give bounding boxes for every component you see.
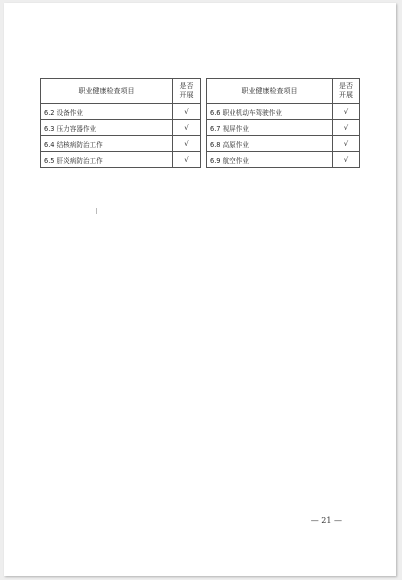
checkmark: √	[173, 120, 201, 136]
checkmark: √	[333, 104, 360, 120]
row-item: 6.5 肝炎病防治工作	[41, 152, 173, 168]
row-item: 6.6 职业机动车驾驶作业	[207, 104, 333, 120]
header-flag	[173, 79, 201, 104]
table-row	[41, 120, 201, 136]
row-item: 6.9 航空作业	[207, 152, 333, 168]
header-item: 职业健康检查项目	[207, 79, 333, 104]
exam-table-right	[206, 78, 360, 168]
exam-table-left	[40, 78, 201, 168]
header-flag-line2: 开展	[179, 91, 194, 99]
header-flag-line1: 是否	[339, 82, 353, 90]
checkmark: √	[333, 152, 360, 168]
checkmark: √	[173, 152, 201, 168]
scan-mark	[96, 208, 97, 214]
table-row	[207, 152, 360, 168]
row-item: 6.7 视屏作业	[207, 120, 333, 136]
table-header-row	[207, 79, 360, 104]
table-row	[207, 104, 360, 120]
row-item: 6.2 设备作业	[41, 104, 173, 120]
row-item: 6.8 高原作业	[207, 136, 333, 152]
page-number: — 21 —	[310, 516, 342, 525]
table-row	[41, 136, 201, 152]
table-row	[207, 120, 360, 136]
header-flag	[333, 79, 360, 104]
checkmark: √	[173, 136, 201, 152]
checkmark: √	[333, 136, 360, 152]
table-row	[207, 136, 360, 152]
checkmark: √	[173, 104, 201, 120]
row-item: 6.4 结核病防治工作	[41, 136, 173, 152]
checkmark: √	[333, 120, 360, 136]
table-row	[41, 104, 201, 120]
table-header-row	[41, 79, 201, 104]
row-item: 6.3 压力容器作业	[41, 120, 173, 136]
document-page	[4, 3, 396, 576]
header-flag-line1: 是否	[179, 82, 194, 90]
header-flag-line2: 开展	[339, 91, 353, 99]
header-item: 职业健康检查项目	[41, 79, 173, 104]
table-row	[41, 152, 201, 168]
